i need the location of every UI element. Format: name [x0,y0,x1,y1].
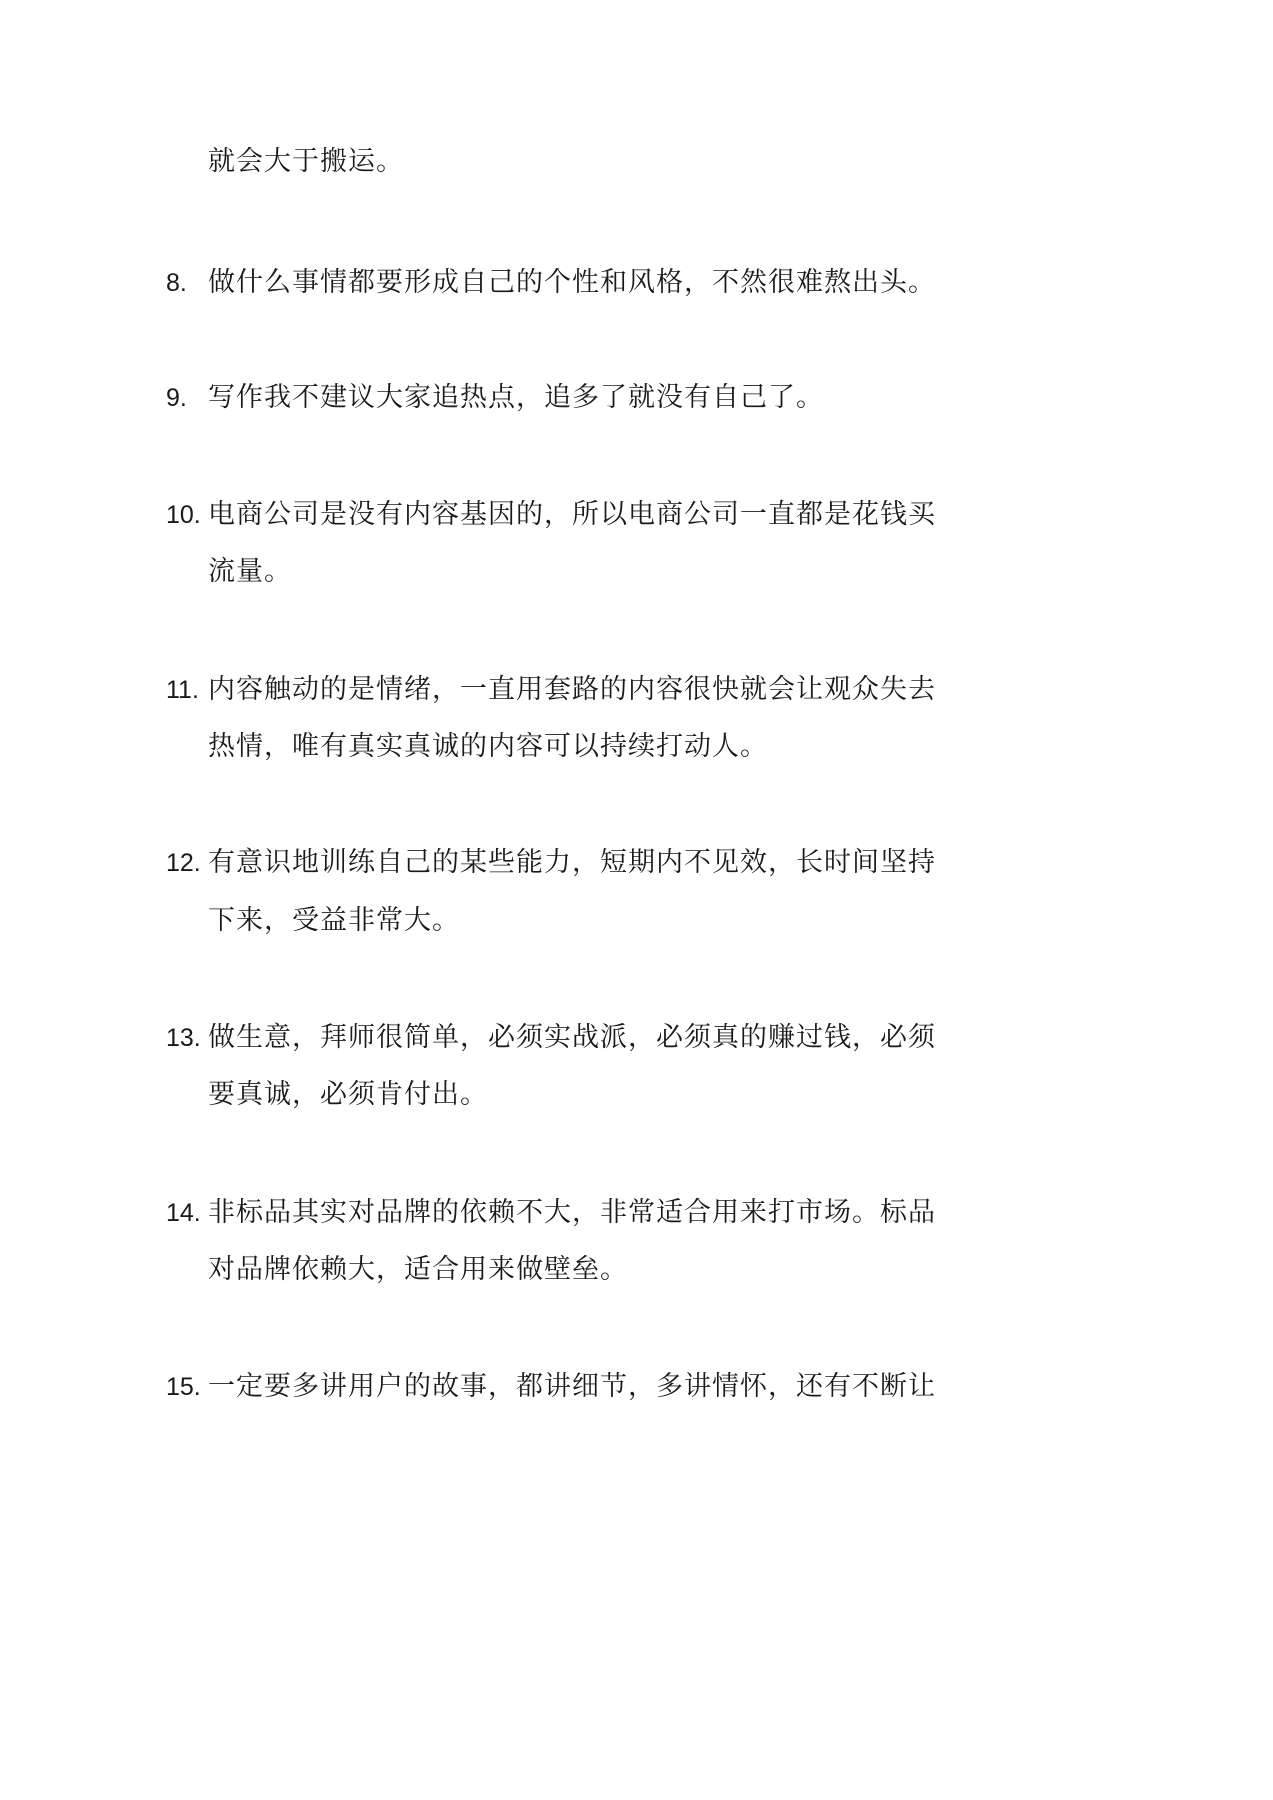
list-item-text: 做什么事情都要形成自己的个性和风格，不然很难熬出头。 [208,267,936,298]
list-number: 13. [166,1024,201,1052]
list-number: 11. [166,676,199,704]
list-item-text: 非标品其实对品牌的依赖不大，非常适合用来打市场。标品 [208,1197,936,1228]
list-number: 9. [166,384,187,412]
list-number: 15. [166,1373,201,1401]
list-number: 14. [166,1199,201,1227]
list-item-text: 内容触动的是情绪，一直用套路的内容很快就会让观众失去 [208,674,936,705]
list-item-text: 下来，受益非常大。 [208,905,460,936]
list-item-text: 热情，唯有真实真诚的内容可以持续打动人。 [208,731,768,762]
list-item-text: 要真诚，必须肯付出。 [208,1079,488,1110]
list-item-text: 写作我不建议大家追热点，追多了就没有自己了。 [208,382,824,413]
list-item-text: 对品牌依赖大，适合用来做壁垒。 [208,1254,628,1285]
list-number: 8. [166,269,187,297]
list-item-text: 一定要多讲用户的故事，都讲细节，多讲情怀，还有不断让 [208,1371,936,1402]
list-number: 12. [166,849,201,877]
list-item-text: 电商公司是没有内容基因的，所以电商公司一直都是花钱买 [208,499,936,530]
list-item-text: 做生意，拜师很简单，必须实战派，必须真的赚过钱，必须 [208,1022,936,1053]
list-item-text: 流量。 [208,556,292,587]
continued-line: 就会大于搬运。 [208,146,404,177]
list-number: 10. [166,501,201,529]
list-item-text: 有意识地训练自己的某些能力，短期内不见效，长时间坚持 [208,847,936,878]
